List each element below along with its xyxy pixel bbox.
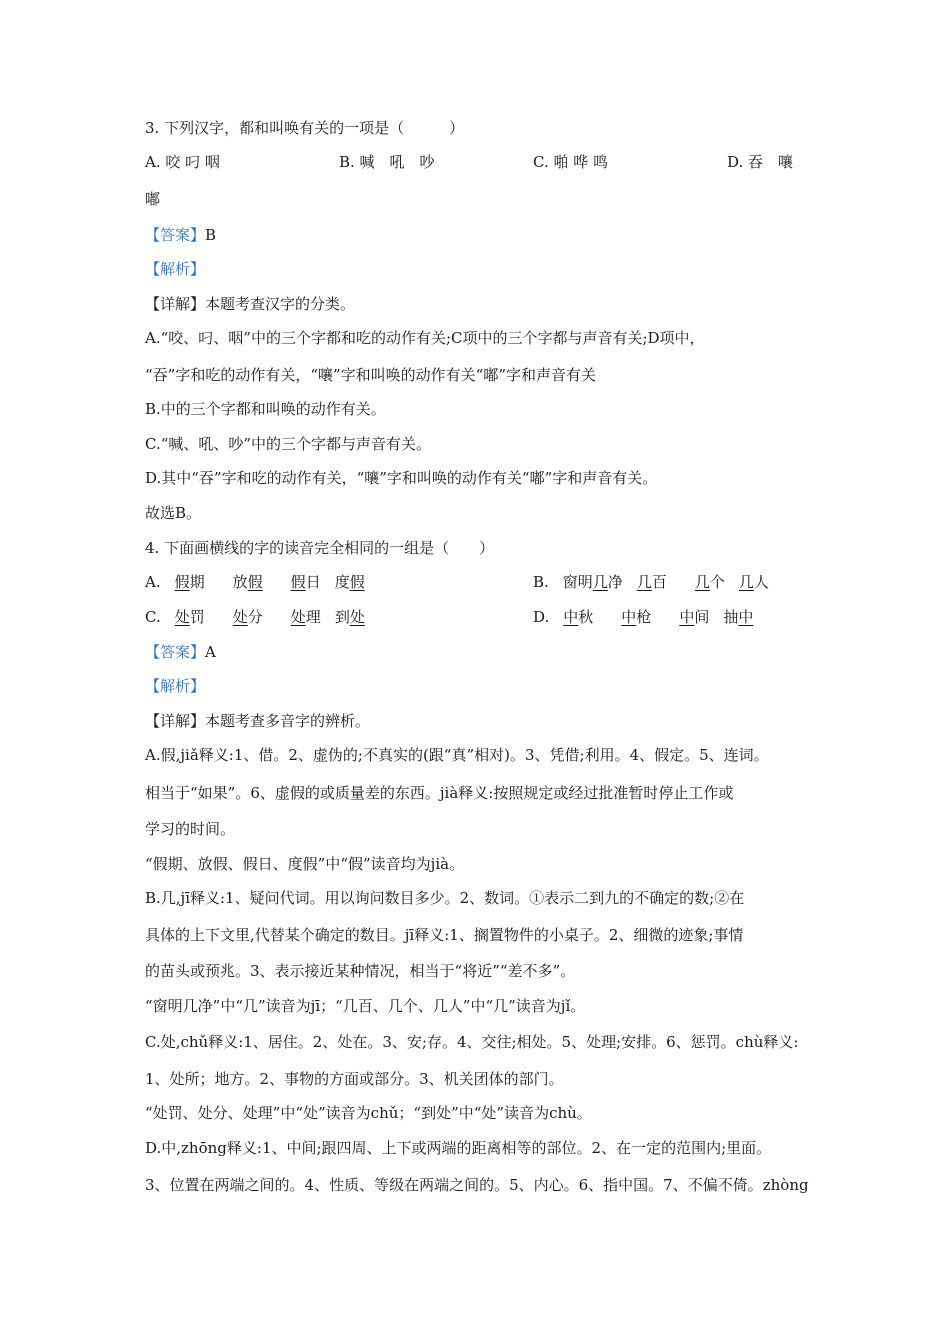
- option-word: 抽中: [723, 608, 754, 626]
- q4-line-11: “处罚、处分、处理”中“处”读音为chǔ；“到处”中“处”读音为chù。: [145, 1104, 592, 1122]
- q4-line-3: 学习的时间。: [145, 820, 236, 838]
- q4-line-13: 3、位置在两端之间的。4、性质、等级在两端之间的。5、内心。6、指中国。7、不偏不倚。zhòng: [145, 1176, 809, 1194]
- q4-line-5: B.几,jī释义:1、疑问代词。用以询问数目多少。2、数词。①表示二到九的不确定的数;②在: [145, 889, 745, 907]
- option-word: 几百: [636, 573, 667, 591]
- answer-value: B: [205, 226, 217, 244]
- q4-answer: [145, 642, 216, 662]
- option-word: 处罚: [174, 608, 205, 626]
- detail-tag: 【详解】: [145, 295, 206, 313]
- detail-intro: 本题考查多音字的辨析。: [205, 712, 371, 730]
- option-word: 处分: [232, 608, 263, 626]
- option-word: 假日: [290, 573, 321, 591]
- answer-tag: 【答案】: [145, 226, 206, 244]
- option-word: 中间: [679, 608, 710, 626]
- q4-line-8: “窗明几净”中“几”读音为jī；“几百、几个、几人”中“几”读音为jǐ。: [145, 997, 586, 1015]
- q3-line-5: D.其中“吞”字和吃的动作有关，“嚷”字和叫唤的动作有关“嘟”字和声音有关。: [145, 469, 658, 487]
- q4-line-1: A.假,jiǎ释义:1、借。2、虚伪的;不真实的(跟“真”相对)。3、凭借;利用。4、假定。5、连词。: [145, 746, 769, 764]
- option-word: 假期: [174, 573, 205, 591]
- answer-tag: 【答案】: [145, 643, 206, 661]
- q3-option-d: D. 吞 嚷: [727, 153, 794, 171]
- option-word: 到处: [334, 608, 365, 626]
- option-word: 窗明几净: [562, 573, 623, 591]
- option-label: B.: [533, 573, 549, 591]
- q3-option-c: C. 啪 哗 鸣: [533, 153, 609, 171]
- option-label: D.: [533, 608, 550, 626]
- q4-line-4: “假期、放假、假日、度假”中“假”读音均为jià。: [145, 855, 465, 873]
- q4-line-9: C.处,chǔ释义:1、居住。2、处在。3、安;存。4、交往;相处。5、处理;安排。6、惩罚。chù释义:: [145, 1033, 799, 1051]
- option-word: 中枪: [621, 608, 652, 626]
- detail-intro: 本题考查汉字的分类。: [205, 295, 356, 313]
- q4-line-7: 的苗头或预兆。3、表示接近某种情况，相当于“将近”“差不多”。: [145, 962, 576, 980]
- option-label: A.: [145, 573, 161, 591]
- q4-option-d: [533, 607, 753, 627]
- q3-line-3: B.中的三个字都和叫唤的动作有关。: [145, 400, 386, 418]
- q3-line-2: “吞”字和吃的动作有关，“嚷”字和叫唤的动作有关“嘟”字和声音有关: [145, 366, 597, 384]
- q4-line-2: 相当于“如果”。6、虚假的或质量差的东西。jià释义:按照规定或经过批准暂时停止工作或: [145, 784, 734, 802]
- q4-line-12: D.中,zhōng释义:1、中间;跟四周、上下或两端的距离相等的部位。2、在一定的范围内;里面。: [145, 1139, 772, 1157]
- option-word: 处理: [290, 608, 321, 626]
- option-word: 几个: [694, 573, 725, 591]
- option-word: 放假: [232, 573, 263, 591]
- q3-analysis-tag: 【解析】: [145, 260, 206, 278]
- q3-option-a: A. 咬 叼 咽: [145, 153, 220, 171]
- option-word: 几人: [738, 573, 769, 591]
- answer-value: A: [205, 643, 216, 661]
- detail-tag: 【详解】: [145, 712, 206, 730]
- q4-option-c: [145, 607, 365, 627]
- q3-line-1: A.“咬、叼、咽”中的三个字都和吃的动作有关;C项中的三个字都与声音有关;D项中，: [145, 329, 705, 347]
- q4-line-6: 具体的上下文里,代替某个确定的数目。jī释义:1、搁置物件的小桌子。2、细微的迹象;事情: [145, 926, 744, 944]
- option-label: C.: [145, 608, 161, 626]
- q4-line-10: 1、处所；地方。2、事物的方面或部分。3、机关团体的部门。: [145, 1070, 564, 1088]
- q4-detail: [145, 711, 370, 731]
- q4-option-a: [145, 572, 365, 592]
- q3-question: 3. 下列汉字，都和叫唤有关的一项是（ ）: [145, 119, 465, 137]
- q3-option-d-wrap: 嘟: [145, 190, 161, 208]
- q3-line-6: 故选B。: [145, 504, 202, 522]
- q4-analysis-tag: 【解析】: [145, 677, 206, 695]
- option-word: 度假: [334, 573, 365, 591]
- q3-detail: [145, 294, 355, 314]
- q3-option-b: B. 喊 吼 吵: [339, 153, 435, 171]
- q4-option-b: [533, 572, 769, 592]
- q4-question: 4. 下面画横线的字的读音完全相同的一组是（ ）: [145, 539, 495, 557]
- q3-answer: [145, 225, 216, 245]
- option-word: 中秋: [563, 608, 594, 626]
- q3-line-4: C.“喊、吼、吵”中的三个字都与声音有关。: [145, 435, 432, 453]
